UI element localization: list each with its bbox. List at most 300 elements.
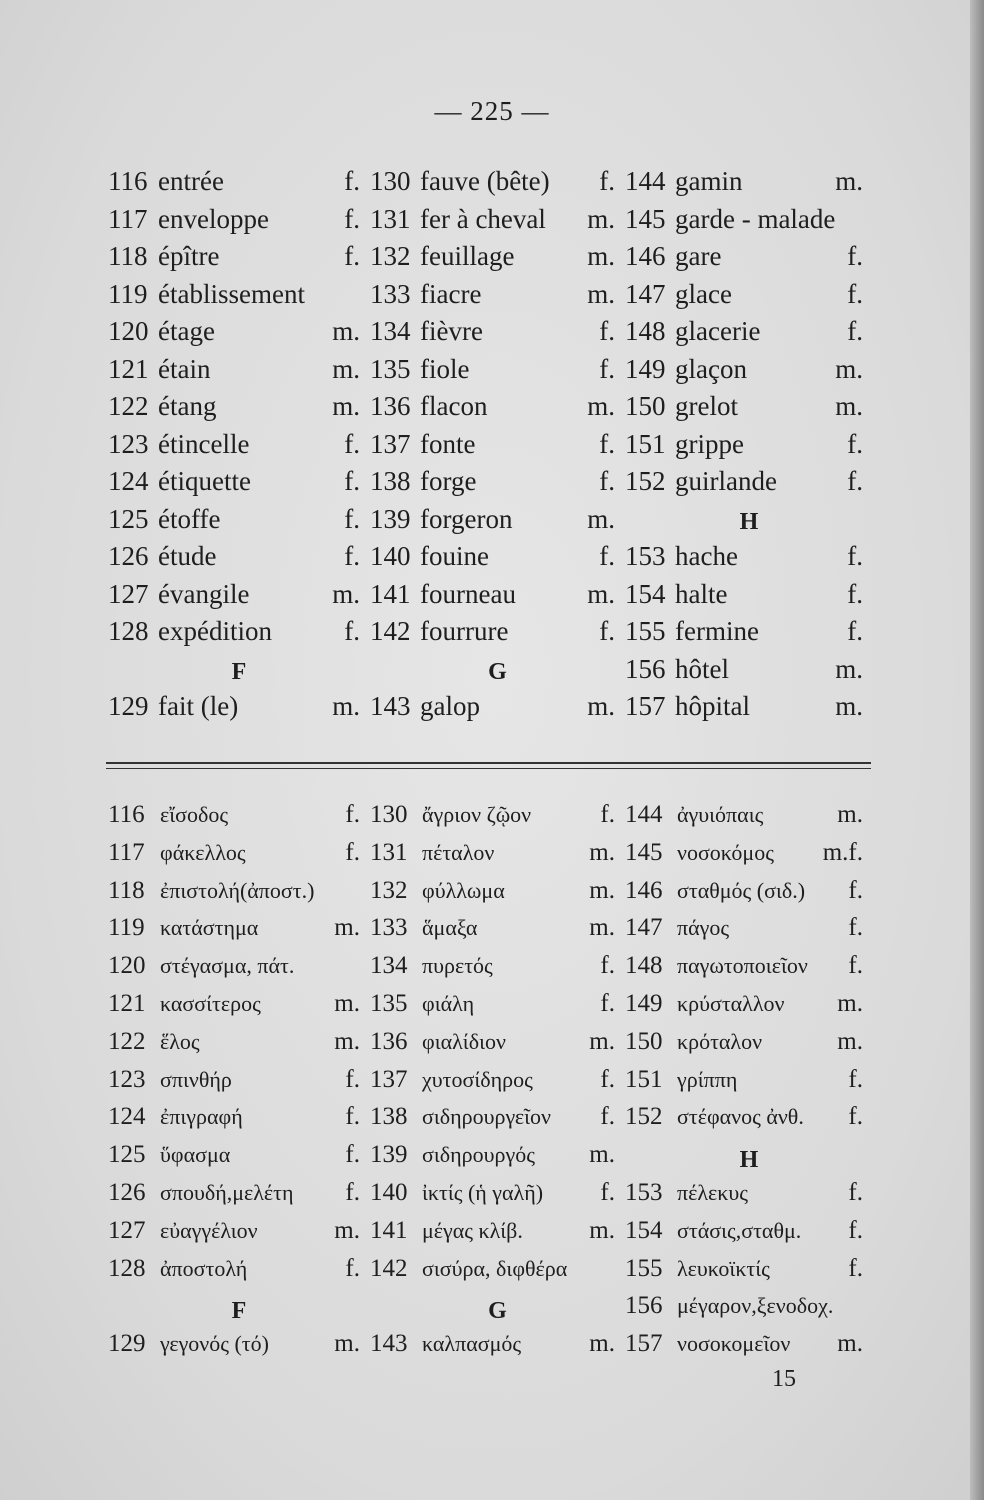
entry-word: ἀγυιόπαις [677,802,764,827]
entry-word: ἀποστολή [160,1255,248,1281]
vocab-entry [108,839,370,877]
entry-gender: f. [344,503,360,534]
entry-gender: m. [835,691,863,721]
vocab-entry [370,877,625,915]
entry-word: fer à cheval [420,203,546,234]
entry-word: fermine [675,616,759,646]
entry-word: grelot [675,391,738,421]
vocab-entry [370,391,625,429]
entry-word: πυρετός [422,953,493,979]
entry-word: évangile [158,578,250,609]
entry-word: étiquette [158,466,251,496]
entry-number: 154 [625,578,666,609]
entry-number: 125 [108,1141,146,1169]
entry-number: 120 [108,316,149,346]
entry-word: μέγαρον,ξενοδοχ. [677,1293,834,1319]
entry-number: 139 [370,1141,408,1169]
entry-number: 123 [108,428,149,459]
entry-word: glacerie [675,316,761,346]
vocab-entry [370,990,625,1028]
vocab-entry [625,241,873,279]
french-vocabulary-list [108,166,873,729]
entry-word: hache [675,541,738,571]
section-divider [106,762,871,764]
entry-word: grippe [675,428,744,459]
vocab-entry [108,914,370,952]
entry-word: flacon [420,391,488,421]
vocab-entry [625,1179,873,1217]
vocab-entry [625,952,873,990]
entry-gender: m. [835,353,863,384]
entry-number: 116 [108,801,145,828]
vocab-entry [370,1141,625,1179]
entry-gender: m. [837,1027,863,1055]
entry-word: σταθμός (σιδ.) [677,877,806,903]
entry-word: hôtel [675,653,729,684]
vocab-entry [625,691,873,729]
entry-word: fourrure [420,616,509,646]
entry-gender: m. [587,691,615,721]
vocab-entry [108,877,370,915]
entry-number: 137 [370,1065,408,1093]
entry-word: halte [675,578,728,609]
entry-number: 155 [625,1254,663,1282]
entry-word: gare [675,241,722,271]
entry-word: épître [158,241,220,271]
entry-number: 151 [625,428,666,459]
entry-gender: f. [345,1254,360,1282]
vocab-entry [108,1141,370,1179]
vocab-entry [108,579,370,617]
entry-number: 147 [625,278,666,309]
vocab-entry [108,1330,370,1368]
entry-gender: f. [848,1178,863,1206]
letter-header: H [739,1146,759,1173]
entry-word: φάκελλος [160,839,246,865]
vocab-entry [625,914,873,952]
entry-number: 131 [370,203,411,234]
entry-number: 122 [108,391,149,421]
entry-gender: f. [600,989,615,1017]
entry-number: 143 [370,1330,408,1358]
entry-word: fiacre [420,278,482,309]
entry-word: κατάστημα [160,915,259,941]
entry-number: 151 [625,1065,663,1093]
vocab-entry [625,877,873,915]
entry-number: 147 [625,914,663,942]
entry-word: πάγος [677,915,730,941]
entry-word: σιδηρουργεῖον [422,1104,551,1130]
entry-gender: f. [847,616,863,646]
entry-word: εἴσοδος [160,802,229,827]
vocab-entry [108,1217,370,1255]
entry-word: ὕφασμα [160,1142,231,1168]
entry-word: ἄγριον ζῷον [422,802,532,827]
entry-word: glace [675,278,732,309]
entry-number: 118 [108,241,148,271]
entry-gender: f. [344,203,360,234]
vocab-entry [625,429,873,467]
entry-gender: m. [334,1216,360,1244]
vocab-entry [625,1103,873,1141]
entry-word: στάσις,σταθμ. [677,1217,802,1243]
entry-number: 149 [625,989,663,1017]
entry-gender: m. [332,578,360,609]
entry-number: 135 [370,353,411,384]
entry-gender: m. [334,1027,360,1055]
entry-number: 118 [108,876,145,904]
entry-gender: m. [587,578,615,609]
letter-header: F [231,658,247,685]
entry-gender: m. [837,801,863,828]
vocab-entry [108,241,370,279]
vocab-entry [108,279,370,317]
entry-word: καλπασμός [422,1331,522,1357]
entry-gender: f. [345,801,360,828]
vocab-entry [108,204,370,242]
entry-number: 156 [625,1292,663,1320]
vocab-entry [370,1028,625,1066]
entry-word: forgeron [420,503,513,534]
entry-number: 122 [108,1027,146,1055]
entry-number: 117 [108,203,148,234]
entry-gender: f. [344,428,360,459]
entry-number: 148 [625,952,663,980]
entry-word: fauve (bête) [420,166,550,196]
vocab-entry [108,166,370,204]
entry-gender: f. [847,241,863,271]
entry-word: fiole [420,353,470,384]
vocab-entry [625,839,873,877]
entry-word: παγωτοποιεῖον [677,953,808,979]
entry-gender: f. [600,801,615,828]
vocab-entry [108,990,370,1028]
entry-number: 128 [108,616,149,646]
entry-number: 143 [370,691,411,721]
entry-number: 121 [108,989,146,1017]
entry-number: 133 [370,914,408,942]
entry-word: fonte [420,428,476,459]
entry-gender: f. [345,1065,360,1093]
entry-gender: f. [848,1216,863,1244]
entry-gender: m. [334,989,360,1017]
vocab-entry [108,541,370,579]
vocab-entry [370,504,625,542]
vocab-entry [108,1103,370,1141]
entry-word: expédition [158,616,272,646]
entry-number: 140 [370,1178,408,1206]
entry-word: feuillage [420,241,515,271]
entry-gender: f. [599,541,615,571]
vocab-entry [625,579,873,617]
entry-number: 136 [370,391,411,421]
entry-number: 146 [625,876,663,904]
entry-word: κρύσταλλον [677,990,785,1016]
entry-number: 127 [108,1216,146,1244]
entry-number: 157 [625,691,666,721]
entry-word: gamin [675,166,743,196]
entry-word: λευκοϊκτίς [677,1255,770,1281]
entry-number: 154 [625,1216,663,1244]
entry-gender: f. [848,1254,863,1282]
entry-number: 129 [108,1330,146,1358]
entry-word: γεγονός (τό) [160,1331,269,1357]
entry-number: 153 [625,1178,663,1206]
entry-number: 150 [625,1027,663,1055]
vocab-entry [625,279,873,317]
entry-word: étoffe [158,503,221,534]
entry-number: 125 [108,503,149,534]
entry-word: forge [420,466,477,496]
letter-header: G [488,658,507,685]
vocab-entry [108,429,370,467]
entry-number: 130 [370,801,408,828]
vocab-entry [370,616,625,654]
entry-gender: f. [848,914,863,942]
vocab-entry [370,316,625,354]
entry-gender: f. [847,578,863,609]
entry-number: 145 [625,203,666,234]
entry-word: étude [158,541,217,571]
letter-header: G [488,1297,507,1324]
entry-number: 126 [108,1178,146,1206]
entry-number: 153 [625,541,666,571]
entry-word: fièvre [420,316,483,346]
entry-gender: m. [835,653,863,684]
vocab-entry [625,616,873,654]
entry-gender: m. [334,914,360,942]
entry-number: 146 [625,241,666,271]
entry-gender: m.f. [822,838,863,866]
greek-vocabulary-list [108,801,873,1368]
entry-gender: m. [835,166,863,196]
vocab-entry [370,952,625,990]
entry-word: ἐπιστολή(ἀποστ.) [160,877,315,903]
entry-word: σπουδή,μελέτη [160,1179,294,1205]
entry-word: φύλλωμα [422,877,505,903]
vocab-entry [625,1066,873,1104]
entry-word: établissement [158,278,305,309]
vocab-entry [625,1292,873,1330]
entry-word: σιδηρουργός [422,1142,535,1168]
entry-number: 138 [370,1103,408,1131]
vocab-entry [108,1028,370,1066]
entry-word: fourneau [420,578,516,609]
entry-word: garde - malade [675,203,836,234]
entry-number: 148 [625,316,666,346]
entry-gender: m. [589,914,615,942]
entry-gender: f. [847,541,863,571]
entry-gender: f. [848,876,863,904]
vocab-entry [370,691,625,729]
vocab-entry [625,204,873,242]
entry-gender: f. [847,428,863,459]
entry-gender: m. [332,353,360,384]
entry-word: νοσοκόμος [677,839,774,865]
vocab-entry [625,354,873,392]
entry-gender: m. [837,1330,863,1358]
entry-number: 127 [108,578,149,609]
vocab-entry [625,316,873,354]
vocab-entry [625,466,873,504]
entry-number: 137 [370,428,411,459]
entry-gender: f. [600,1065,615,1093]
vocab-entry [370,801,625,839]
entry-word: σισύρα, διφθέρα [422,1255,568,1281]
entry-word: ἰκτίς (ἡ γαλῆ) [422,1179,544,1205]
entry-number: 120 [108,952,146,980]
letter-header: F [231,1297,247,1324]
entry-number: 124 [108,1103,146,1131]
vocab-entry [108,691,370,729]
entry-number: 142 [370,1254,408,1282]
entry-gender: f. [345,1141,360,1169]
entry-word: εὐαγγέλιον [160,1217,258,1243]
entry-word: σπινθήρ [160,1066,232,1092]
entry-number: 150 [625,391,666,421]
vocab-entry [370,1255,625,1293]
book-spine-edge [970,0,984,1500]
entry-gender: f. [600,1103,615,1131]
entry-number: 135 [370,989,408,1017]
vocab-entry [108,466,370,504]
entry-word: χυτοσίδηρος [422,1066,533,1092]
vocab-entry [370,1066,625,1104]
entry-gender: m. [837,989,863,1017]
entry-word: enveloppe [158,203,269,234]
entry-number: 144 [625,801,663,828]
entry-word: γρίππη [677,1066,738,1092]
entry-number: 141 [370,578,411,609]
entry-gender: m. [334,1330,360,1358]
vocab-entry [370,579,625,617]
entry-number: 152 [625,466,666,496]
vocab-entry [108,1179,370,1217]
entry-gender: f. [847,316,863,346]
vocab-entry [370,166,625,204]
page-number: — 225 — [434,96,550,126]
letter-header: H [739,508,759,535]
entry-word: μέγας κλίβ. [422,1217,523,1243]
entry-number: 141 [370,1216,408,1244]
vocab-entry [370,1103,625,1141]
entry-gender: f. [345,1103,360,1131]
entry-word: étincelle [158,428,250,459]
entry-word: étang [158,391,217,421]
vocab-entry [370,1179,625,1217]
vocab-entry [108,1255,370,1293]
vocab-entry [108,391,370,429]
vocab-entry [370,541,625,579]
vocab-entry [625,391,873,429]
entry-word: στέγασμα, πάτ. [160,953,295,979]
entry-gender: f. [344,466,360,496]
entry-number: 152 [625,1103,663,1131]
entry-gender: f. [599,466,615,496]
entry-gender: f. [599,353,615,384]
entry-word: ἐπιγραφή [160,1104,243,1130]
entry-gender: f. [599,428,615,459]
entry-number: 138 [370,466,411,496]
vocab-entry [625,541,873,579]
entry-number: 155 [625,616,666,646]
vocab-entry [370,914,625,952]
vocab-entry [625,166,873,204]
entry-gender: m. [589,1027,615,1055]
entry-word: φιάλη [422,990,475,1016]
entry-gender: m. [587,503,615,534]
entry-gender: f. [599,616,615,646]
entry-gender: f. [344,616,360,646]
entry-number: 134 [370,316,411,346]
entry-word: fouine [420,541,489,571]
entry-gender: f. [848,1103,863,1131]
entry-number: 139 [370,503,411,534]
entry-word: κρόταλον [677,1028,763,1054]
entry-number: 119 [108,278,148,309]
entry-word: στέφανος ἀνθ. [677,1104,804,1130]
entry-gender: f. [600,952,615,980]
entry-gender: f. [848,952,863,980]
entry-gender: m. [589,1216,615,1244]
entry-number: 124 [108,466,149,496]
vocab-entry [370,354,625,392]
section-divider-thin [106,768,871,769]
entry-gender: f. [847,278,863,309]
vocab-entry [370,1330,625,1368]
entry-number: 129 [108,691,149,721]
entry-gender: m. [589,876,615,904]
vocab-entry [370,429,625,467]
vocab-entry [108,1066,370,1104]
entry-number: 140 [370,541,411,571]
entry-number: 128 [108,1254,146,1282]
entry-word: fait (le) [158,691,239,721]
entry-number: 157 [625,1330,663,1358]
entry-gender: m. [587,391,615,421]
vocab-entry [625,801,873,839]
vocab-entry [108,952,370,990]
vocab-entry [370,241,625,279]
entry-word: πέλεκυς [677,1179,748,1205]
entry-word: νοσοκομεῖον [677,1331,791,1357]
vocab-entry [108,354,370,392]
entry-word: entrée [158,166,224,196]
vocab-entry [108,616,370,654]
entry-gender: f. [600,1178,615,1206]
vocab-entry [108,316,370,354]
vocab-entry [625,654,873,692]
vocab-entry [370,204,625,242]
entry-number: 117 [108,838,145,866]
entry-gender: f. [345,1178,360,1206]
vocab-entry [370,839,625,877]
entry-number: 142 [370,616,411,646]
vocab-entry [625,1028,873,1066]
entry-gender: f. [847,466,863,496]
entry-number: 136 [370,1027,408,1055]
entry-gender: m. [587,278,615,309]
entry-word: πέταλον [422,839,495,865]
vocab-entry [370,279,625,317]
entry-gender: m. [332,691,360,721]
entry-number: 123 [108,1065,146,1093]
entry-word: φιαλίδιον [422,1028,506,1054]
entry-number: 116 [108,166,148,196]
vocab-entry [625,1330,873,1368]
vocab-entry [625,990,873,1028]
entry-number: 156 [625,653,666,684]
